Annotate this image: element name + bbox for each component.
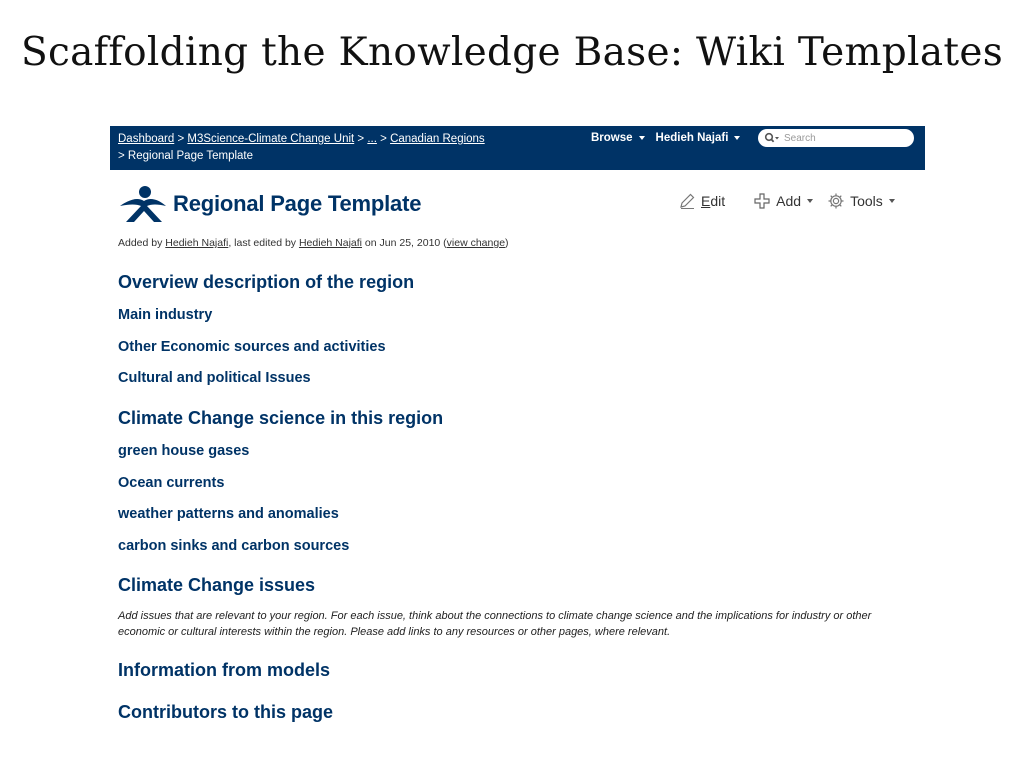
gear-icon (827, 192, 845, 210)
add-label: Add (776, 193, 802, 209)
breadcrumb-separator: > (118, 150, 125, 162)
byline-editor-link[interactable]: Hedieh Najafi (298, 237, 363, 249)
edit-button[interactable] (678, 192, 725, 210)
issues-instructions: Add issues that are relevant to your region. For each issue, think about the connections to climate change science and the implications for industry or other economic or cultural interests within the region. Please add links to any resources or other pages, where relevant. (118, 610, 872, 638)
heading-climate-science: Climate Change science in this region (118, 408, 444, 428)
subheading-ocean-currents: Ocean currents (118, 475, 225, 491)
heading-overview: Overview description of the region (118, 272, 415, 292)
subheading-cultural-political: Cultural and political Issues (118, 370, 311, 386)
heading-models: Information from models (118, 660, 331, 680)
plus-icon (753, 192, 771, 210)
subheading-economic-sources: Other Economic sources and activities (118, 339, 386, 355)
breadcrumb-space[interactable]: M3Science-Climate Change Unit (187, 133, 355, 145)
browse-label: Browse (591, 132, 633, 144)
breadcrumb-separator: > (380, 133, 387, 145)
byline-edited-prefix: , last edited by (228, 237, 299, 249)
top-nav (591, 132, 751, 144)
edit-label-rest: dit (710, 193, 726, 209)
page-byline (118, 237, 509, 249)
breadcrumb (118, 131, 588, 165)
subheading-carbon-sinks: carbon sinks and carbon sources (118, 538, 350, 554)
breadcrumb-canadian-regions[interactable]: Canadian Regions (390, 133, 485, 145)
chevron-down-icon (734, 136, 740, 140)
browse-menu[interactable] (591, 132, 645, 144)
chevron-down-icon (639, 136, 645, 140)
page-heading (118, 184, 421, 224)
subheading-main-industry: Main industry (118, 307, 213, 323)
chevron-down-icon (889, 199, 895, 203)
edit-label (701, 193, 725, 209)
byline-author-link[interactable]: Hedieh Najafi (165, 237, 229, 249)
heading-contributors: Contributors to this page (118, 702, 333, 722)
breadcrumb-ellipsis[interactable]: ... (367, 133, 377, 145)
heading-climate-issues: Climate Change issues (118, 575, 316, 595)
page-actions (678, 192, 895, 210)
breadcrumb-separator: > (357, 133, 365, 145)
breadcrumb-current: Regional Page Template (127, 150, 254, 162)
add-menu[interactable] (753, 192, 813, 210)
wiki-screenshot (110, 126, 925, 726)
search-input[interactable] (780, 130, 904, 146)
page-title: Regional Page Template (173, 191, 422, 216)
confluence-logo-icon (118, 184, 168, 224)
subheading-greenhouse-gases: green house gases (118, 443, 250, 459)
tools-menu[interactable] (827, 192, 895, 210)
chevron-down-icon (807, 199, 813, 203)
tools-label: Tools (850, 193, 883, 209)
search-icon[interactable] (764, 132, 780, 144)
breadcrumb-dashboard[interactable]: Dashboard (118, 133, 175, 145)
pencil-icon (678, 192, 696, 210)
user-menu[interactable] (656, 132, 741, 144)
subheading-weather-patterns: weather patterns and anomalies (118, 506, 339, 522)
search-box[interactable] (758, 129, 914, 147)
view-change-link[interactable]: view change (446, 237, 506, 249)
byline-date: on Jun 25, 2010 ( (362, 237, 447, 249)
slide-title: Scaffolding the Knowledge Base: Wiki Templates (20, 30, 1004, 75)
breadcrumb-separator: > (177, 133, 185, 145)
byline-added-prefix: Added by (118, 237, 166, 249)
header-bar (110, 126, 925, 170)
byline-close-paren: ) (505, 237, 509, 249)
user-name: Hedieh Najafi (655, 132, 729, 144)
edit-accesskey: E (701, 193, 711, 209)
